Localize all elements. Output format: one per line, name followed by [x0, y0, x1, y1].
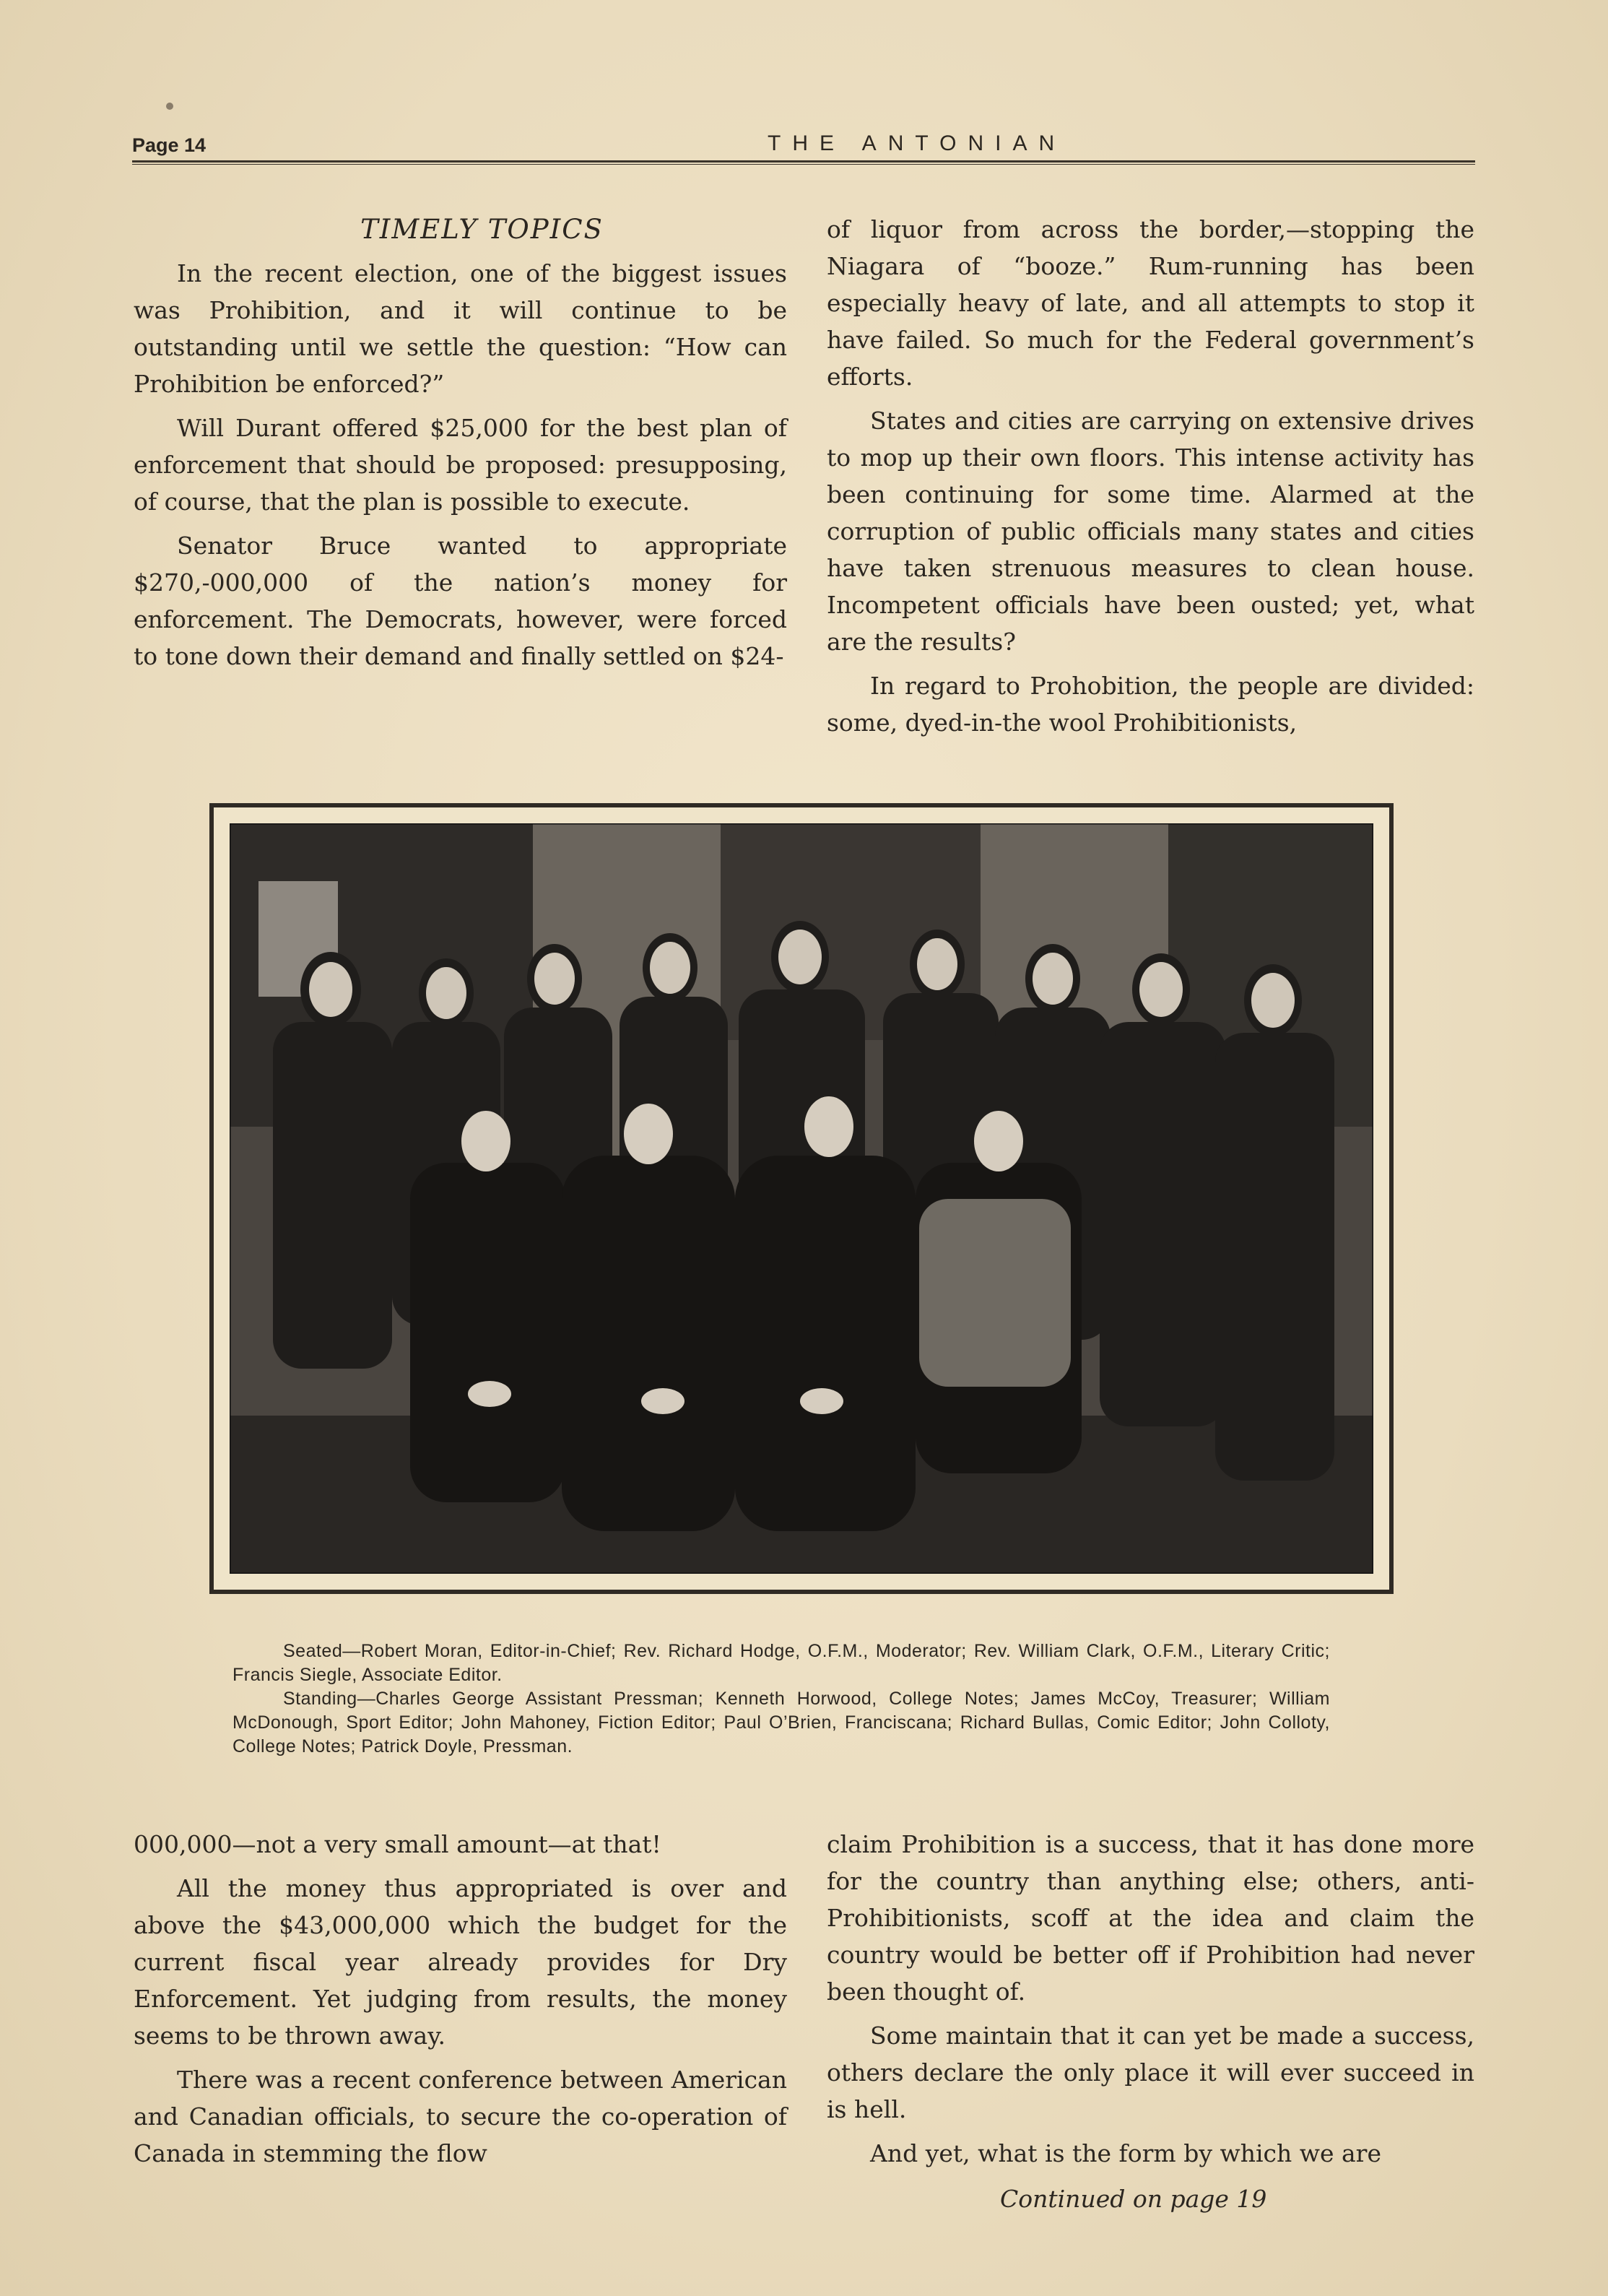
- ink-spot: [166, 103, 173, 110]
- paragraph: Will Durant offered $25,000 for the best plan of enforcement that should be proposed: presupposing, of course, that the plan is possible to execute.: [134, 414, 787, 516]
- paragraph: In regard to Prohobition, the people are divided: some, dyed-in-the wool Prohibitionists,: [827, 672, 1474, 737]
- caption-seated: Seated—Robert Moran, Editor-in-Chief; Rev. Richard Hodge, O.F.M., Moderator; Rev. William Clark, O.F.M., Literary Critic; Francis Siegle, Associate Editor.: [232, 1641, 1330, 1685]
- column-bottom-right: [827, 1826, 1474, 2179]
- column-top-right: [827, 211, 1474, 748]
- caption-standing: Standing—Charles George Assistant Pressman; Kenneth Horwood, College Notes; James McCoy, Treasurer; William McDonough, Sport Editor; John Mahoney, Fiction Editor; Paul O’Brien, Franciscana; Richard Bullas, Comic Editor; John Colloty, College Notes; Patrick Doyle, Pressman.: [232, 1689, 1330, 1756]
- journal-title: THE ANTONIAN: [768, 131, 1066, 155]
- article-title: TIMELY TOPICS: [360, 214, 604, 245]
- paragraph: There was a recent conference between American and Canadian officials, to secure the co-operation of Canada in stemming the flow: [134, 2066, 787, 2167]
- paragraph: In the recent election, one of the biggest issues was Prohibition, and it will continue to be outstanding until we settle the question: “How can Prohibition be enforced?”: [134, 259, 787, 398]
- photo-image: [230, 823, 1373, 1574]
- paragraph: claim Prohibition is a success, that it has done more for the country than anything else; others, anti-Prohibitionists, scoff at the idea and claim the country would be better off if Prohibition had never been thought of.: [827, 1830, 1474, 2006]
- photo-caption: [232, 1639, 1330, 1759]
- column-bottom-left: [134, 1826, 787, 2179]
- continued-notice: Continued on page 19: [1000, 2185, 1267, 2213]
- paragraph: of liquor from across the border,—stopping the Niagara of “booze.” Rum-running has been especially heavy of late, and all attempts to stop it have failed. So much for the Federal government’s efforts.: [827, 215, 1474, 391]
- paragraph: All the money thus appropriated is over and above the $43,000,000 which the budget for the current fiscal year already provides for Dry Enforcement. Yet judging from results, the money seems to be thrown away.: [134, 1874, 787, 2050]
- paragraph: 000,000—not a very small amount—at that!: [134, 1830, 661, 1858]
- page-header: [132, 131, 1475, 160]
- staff-photo-illustration: [230, 823, 1373, 1574]
- paragraph: States and cities are carrying on extensive drives to mop up their own floors. This intense activity has been continuing for some time. Alarmed at the corruption of public officials many states and cities have taken strenuous measures to clean house. Incompetent officials have been ousted; yet, what are the results?: [827, 407, 1474, 656]
- group-photograph: [209, 803, 1394, 1594]
- paragraph: Senator Bruce wanted to appropriate $270,-000,000 of the nation’s money for enforcement. The Democrats, however, were forced to tone down their demand and finally settled on $24-: [134, 532, 787, 670]
- column-top-left: [134, 211, 787, 682]
- paragraph: And yet, what is the form by which we are: [870, 2139, 1381, 2167]
- paragraph: Some maintain that it can yet be made a success, others declare the only place it will ever succeed in is hell.: [827, 2022, 1474, 2123]
- header-rule: [132, 160, 1475, 165]
- page-number: Page 14: [132, 134, 207, 156]
